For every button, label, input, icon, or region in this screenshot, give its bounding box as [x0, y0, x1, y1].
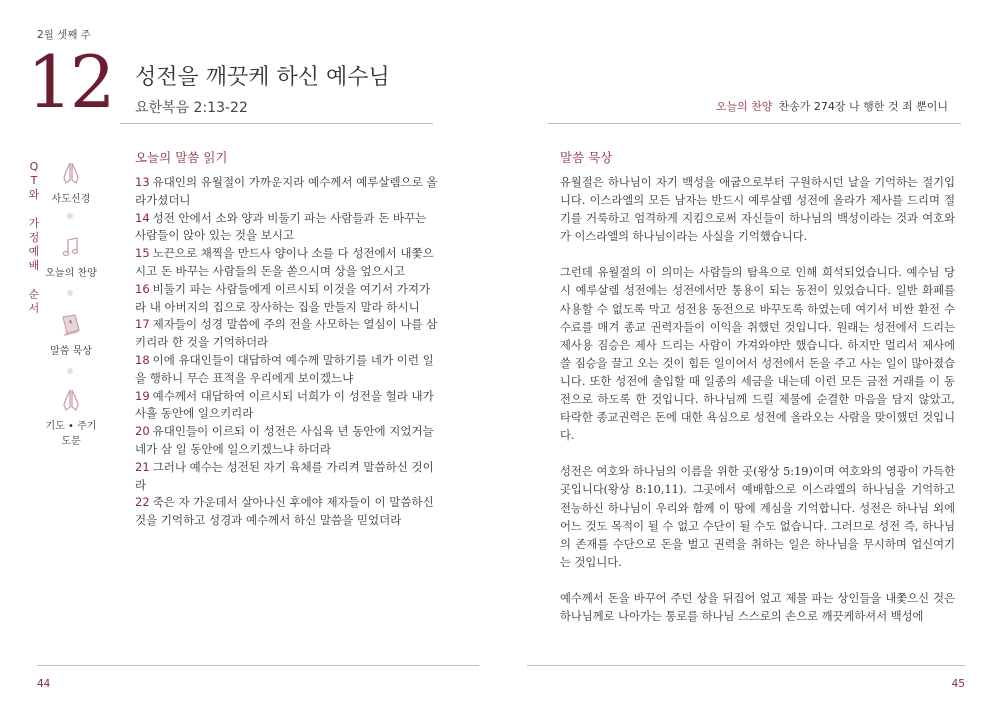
- verse-text: 이에 유대인들이 대답하여 예수께 말하기를 네가 이런 일을 행하니 무슨 표적을 우리에게 보이겠느냐: [135, 352, 434, 385]
- step-label: 기도 • 주기도문: [45, 421, 97, 447]
- left-header-divider: [120, 123, 433, 124]
- praying-hands-icon: [58, 387, 84, 413]
- scripture-reading: [135, 174, 440, 530]
- verse-text: 성전 안에서 소와 양과 비둘기 파는 사람들과 돈 바꾸는 사람들이 앉아 있는 것을 보시고: [135, 210, 427, 243]
- left-footer-divider: [37, 665, 479, 666]
- qt-order-char: T: [30, 174, 38, 188]
- step-meditation: [42, 312, 100, 357]
- meditation-text: [560, 174, 955, 644]
- step-separator-dot: [67, 213, 73, 219]
- verse-text: 그러나 예수는 성전된 자기 육체를 가리켜 말씀하신 것이라: [135, 459, 434, 492]
- qt-order-char: 가: [28, 216, 40, 230]
- verse-text: 비둘기 파는 사람들에게 이르시되 이것을 여기서 가져가라 내 아버지의 집으로 장사하는 집을 만들지 말라 하시니: [135, 281, 431, 314]
- verse-text: 예수께서 대답하여 이르시되 너희가 이 성전을 헐라 내가 사흘 동안에 일으키리라: [135, 388, 434, 421]
- verse-text: 유대인들이 이르되 이 성전은 사십육 년 동안에 지었거늘 네가 삼 일 동안에 일으키겠느냐 하더라: [135, 424, 434, 456]
- qt-order-char: 순: [28, 287, 40, 301]
- verse-number: 19: [135, 388, 150, 403]
- qt-order-char: 정: [28, 231, 40, 245]
- todays-hymn: [716, 98, 948, 114]
- verse-number: 17: [135, 317, 150, 332]
- meditation-paragraph: 예수께서 돈을 바꾸어 주던 상을 뒤집어 엎고 제물 파는 상인들을 내쫓으신 것은 하나님께로 나아가는 통로를 하나님 스스로의 손으로 깨끗케하셔서 백성에: [560, 591, 955, 623]
- verse-text: 유대인의 유월절이 가까운지라 예수께서 예루살렘으로 올라가셨더니: [135, 175, 438, 207]
- verse: [135, 281, 440, 317]
- verse: [135, 316, 440, 352]
- verse: [135, 459, 440, 495]
- qt-order-char: Q: [29, 160, 39, 173]
- verse-number: 18: [135, 352, 150, 367]
- step-separator-dot: [67, 290, 73, 296]
- verse-number: 16: [135, 281, 150, 296]
- verse-text: 제자들이 성경 말씀에 주의 전을 사모하는 열심이 나를 삼키리라 한 것을 기억하더라: [135, 317, 438, 350]
- verse: [135, 352, 440, 388]
- step-todays-hymn: [42, 234, 100, 279]
- qt-order-label: [27, 160, 41, 316]
- hymn-label: 오늘의 찬양: [715, 100, 773, 113]
- meditation-paragraph: 유월절은 하나님이 자기 백성을 애굽으로부터 구원하시던 날을 기억하는 절기입니다. 이스라엘의 모든 남자는 반드시 예루살렘 성전에 올라가 제사를 드리며 절기를 거룩하고 엄격하게 지킴으로써 자신들이 하나님의 백성이라는 것과 여호와가 이스라엘의 하나님이라는 사실을 기억했습니다.: [560, 176, 955, 244]
- meditation-paragraph: 그런데 유월절의 이 의미는 사람들의 탐욕으로 인해 희석되었습니다. 예수님 당시 예루살렘 성전에는 성전에서만 통용이 되는 동전이 있었습니다. 일반 화폐를 사용할 수 없도록 막고 성전용 동전으로 바꾸도록 하였는데 여기서 비싼 환전 수수료를 매겨 종교 권력자들이 이익을 취했던 것입니다. 원래는 성전에서 드리는 제사용 짐승은 제사 드리는 사람이 가져와야만 했습니다. 하지만 멀리서 제사에 쓸 짐승을 끌고 오는 것이 힘든 일이어서 성전에서 돈을 주고 사는 일이 많아졌습니다. 또한 성전에 출입할 때 일종의 세금을 내는데 이런 모든 금전 거래를 이 동전으로 하도록 한 것입니다. 하나님께 드릴 제물에 순결한 마음을 담지 않았고, 타락한 종교권력은 돈에 대한 욕심으로 성전에 올라오는 사람을 맞이했던 것입니다.: [560, 266, 955, 443]
- praying-hands-icon: [58, 160, 84, 186]
- verse-number: 20: [135, 424, 150, 439]
- verse: [135, 245, 440, 281]
- qt-order-char: [27, 203, 41, 217]
- day-number: 12: [27, 40, 113, 124]
- qt-order-char: [27, 274, 41, 288]
- page-title: 성전을 깨끗케 하신 예수님: [135, 65, 390, 90]
- verse: [135, 388, 440, 424]
- step-separator-dot: [67, 368, 73, 374]
- reading-heading: 오늘의 말씀 읽기: [135, 150, 228, 165]
- qt-order-char: 예: [28, 245, 40, 259]
- verse-number: 21: [135, 459, 150, 474]
- week-label: 2월 셋째 주: [37, 29, 91, 41]
- qt-order-char: 배: [28, 259, 40, 273]
- step-apostles-creed: [42, 160, 100, 205]
- verse: [135, 423, 440, 459]
- step-label: 사도신경: [51, 194, 91, 205]
- meditation-paragraph: 성전은 여호와 하나님의 이름을 위한 곳(왕상 5:19)이며 여호와의 영광이 가득한 곳입니다(왕상 8:10,11). 그곳에서 예배함으로 이스라엘의 하나님을 기억하고 전능하신 하나님이 우리와 함께 이 땅에 계심을 기억합니다. 성전은 하나님 외에 어느 것도 목적이 될 수 없고 수단이 될 수도 없습니다. 그러므로 성전 즉, 하나님의 존재를 수단으로 돈을 벌고 권력을 취하는 일은 하나님을 무시하며 업신여기는 것입니다.: [560, 465, 955, 569]
- qt-order-char: 와: [28, 188, 40, 202]
- page-number-left: 44: [37, 678, 51, 690]
- music-note-icon: [58, 234, 84, 260]
- right-footer-divider: [527, 665, 965, 666]
- verse-text: 죽은 자 가운데서 살아나신 후에야 제자들이 이 말씀하신 것을 기억하고 성경과 예수께서 하신 말씀을 믿었더라: [135, 495, 434, 528]
- verse-number: 14: [135, 210, 150, 225]
- verse: [135, 494, 440, 530]
- verse-text: 노끈으로 채찍을 만드사 양이나 소를 다 성전에서 내쫓으시고 돈 바꾸는 사람들의 돈을 쏟으시며 상을 엎으시고: [135, 246, 434, 278]
- verse-number: 13: [135, 175, 150, 189]
- qt-order-char: 서: [28, 302, 40, 316]
- verse-number: 22: [135, 495, 150, 510]
- step-label: 오늘의 찬양: [45, 268, 97, 279]
- verse-number: 15: [135, 246, 150, 261]
- verse: [135, 210, 440, 246]
- bible-icon: [58, 312, 84, 338]
- verse: [135, 174, 440, 210]
- step-label: 말씀 묵상: [50, 346, 92, 357]
- hymn-text: 찬송가 274장 나 행한 것 죄 뿐이니: [778, 100, 948, 113]
- scripture-reference: 요한복음 2:13-22: [135, 100, 248, 116]
- page-number-right: 45: [951, 678, 965, 690]
- meditation-heading: 말씀 묵상: [560, 150, 613, 165]
- step-prayer: [42, 387, 100, 447]
- right-header-divider: [548, 123, 961, 124]
